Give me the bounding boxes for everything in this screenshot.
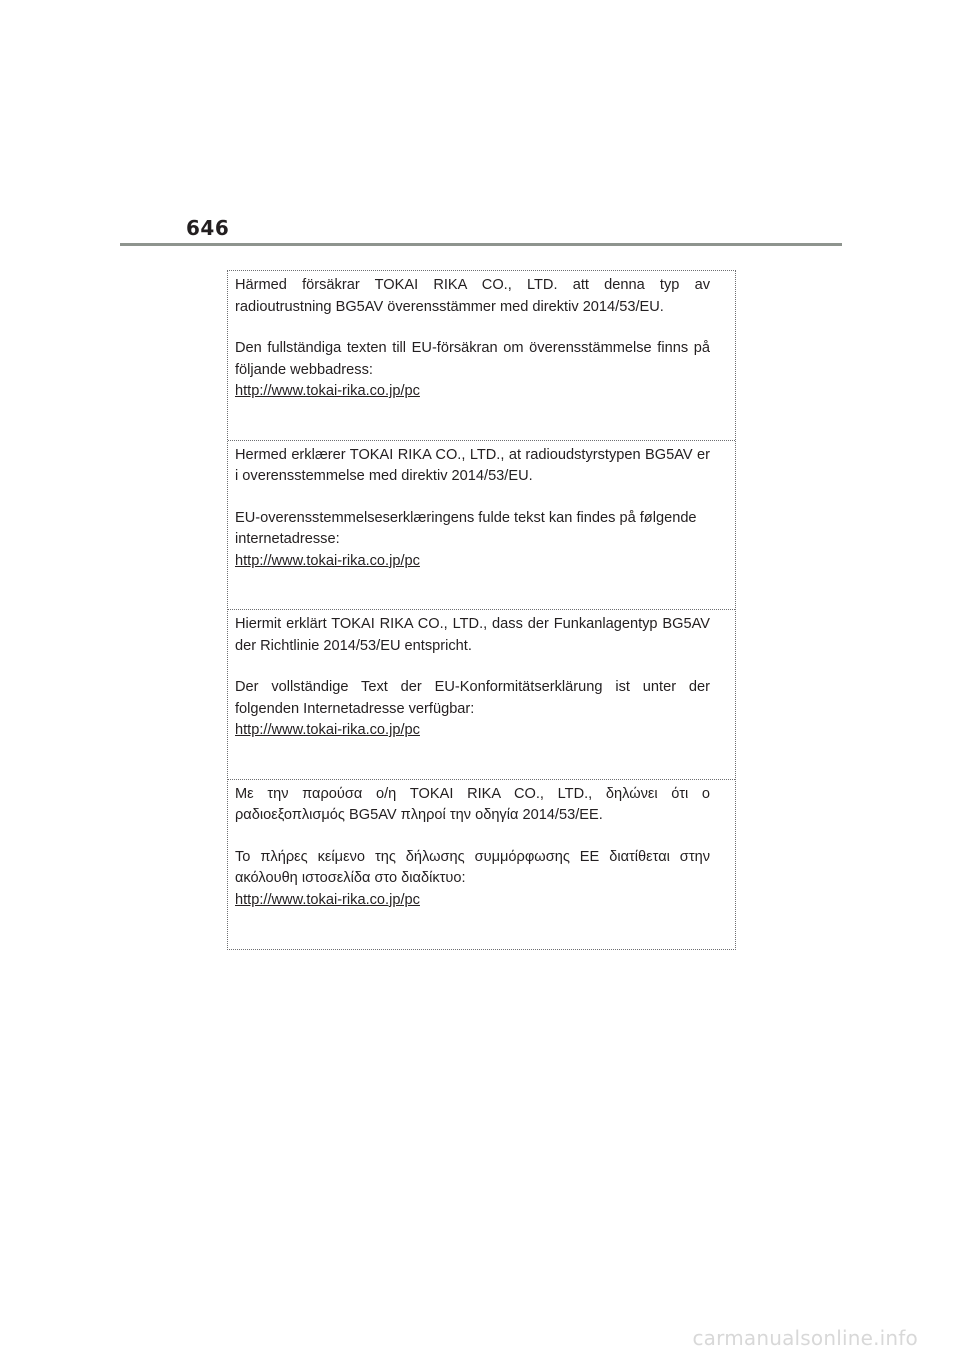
- declaration-text-location: EU-overensstemmelseserklæringens fulde tekst kan findes på følgende internetadresse:: [235, 509, 697, 547]
- header-rule: [120, 243, 842, 246]
- declaration-statement: Hermed erklærer TOKAI RIKA CO., LTD., at radioudstyrstypen BG5AV er i overensstemmelse med direktiv 2014/53/EU.: [235, 446, 710, 484]
- watermark: carmanualsonline.info: [692, 1326, 918, 1350]
- declaration-text-location: Der vollständige Text der EU-Konformitätserklärung ist unter der folgenden Internetadresse verfügbar:: [235, 679, 710, 717]
- declaration-url-link[interactable]: http://www.tokai-rika.co.jp/pc: [235, 383, 420, 399]
- declaration-url-link[interactable]: http://www.tokai-rika.co.jp/pc: [235, 722, 420, 738]
- declaration-statement: Hiermit erklärt TOKAI RIKA CO., LTD., dass der Funkanlagentyp BG5AV der Richtlinie 2014/53/EU entspricht.: [235, 616, 710, 654]
- declaration-url-link[interactable]: http://www.tokai-rika.co.jp/pc: [235, 552, 420, 569]
- declaration-statement: Härmed försäkrar TOKAI RIKA CO., LTD. att denna typ av radioutrustning BG5AV överensstämmer med direktiv 2014/53/EU.: [235, 277, 710, 315]
- declaration-statement: Με την παρούσα ο/η TOKAI RIKA CO., LTD., δηλώνει ότι ο ραδιοεξοπλισμός BG5AV πληροί την οδηγία 2014/53/ΕΕ.: [235, 785, 710, 823]
- declaration-section-danish: [228, 441, 735, 611]
- declaration-text-location: Den fullständiga texten till EU-försäkran om överensstämmelse finns på följande webbadress:: [235, 340, 710, 378]
- page-number: 646: [186, 216, 230, 240]
- declaration-text-location: Το πλήρες κείμενο της δήλωσης συμμόρφωσης ΕΕ διατίθεται στην ακόλουθη ιστοσελίδα στο διαδίκτυο:: [235, 848, 710, 886]
- declaration-section-greek: [228, 780, 735, 950]
- declaration-box: [227, 270, 736, 950]
- declaration-section-swedish: [228, 271, 735, 441]
- declaration-section-german: [228, 610, 735, 780]
- declaration-url-link[interactable]: http://www.tokai-rika.co.jp/pc: [235, 891, 420, 908]
